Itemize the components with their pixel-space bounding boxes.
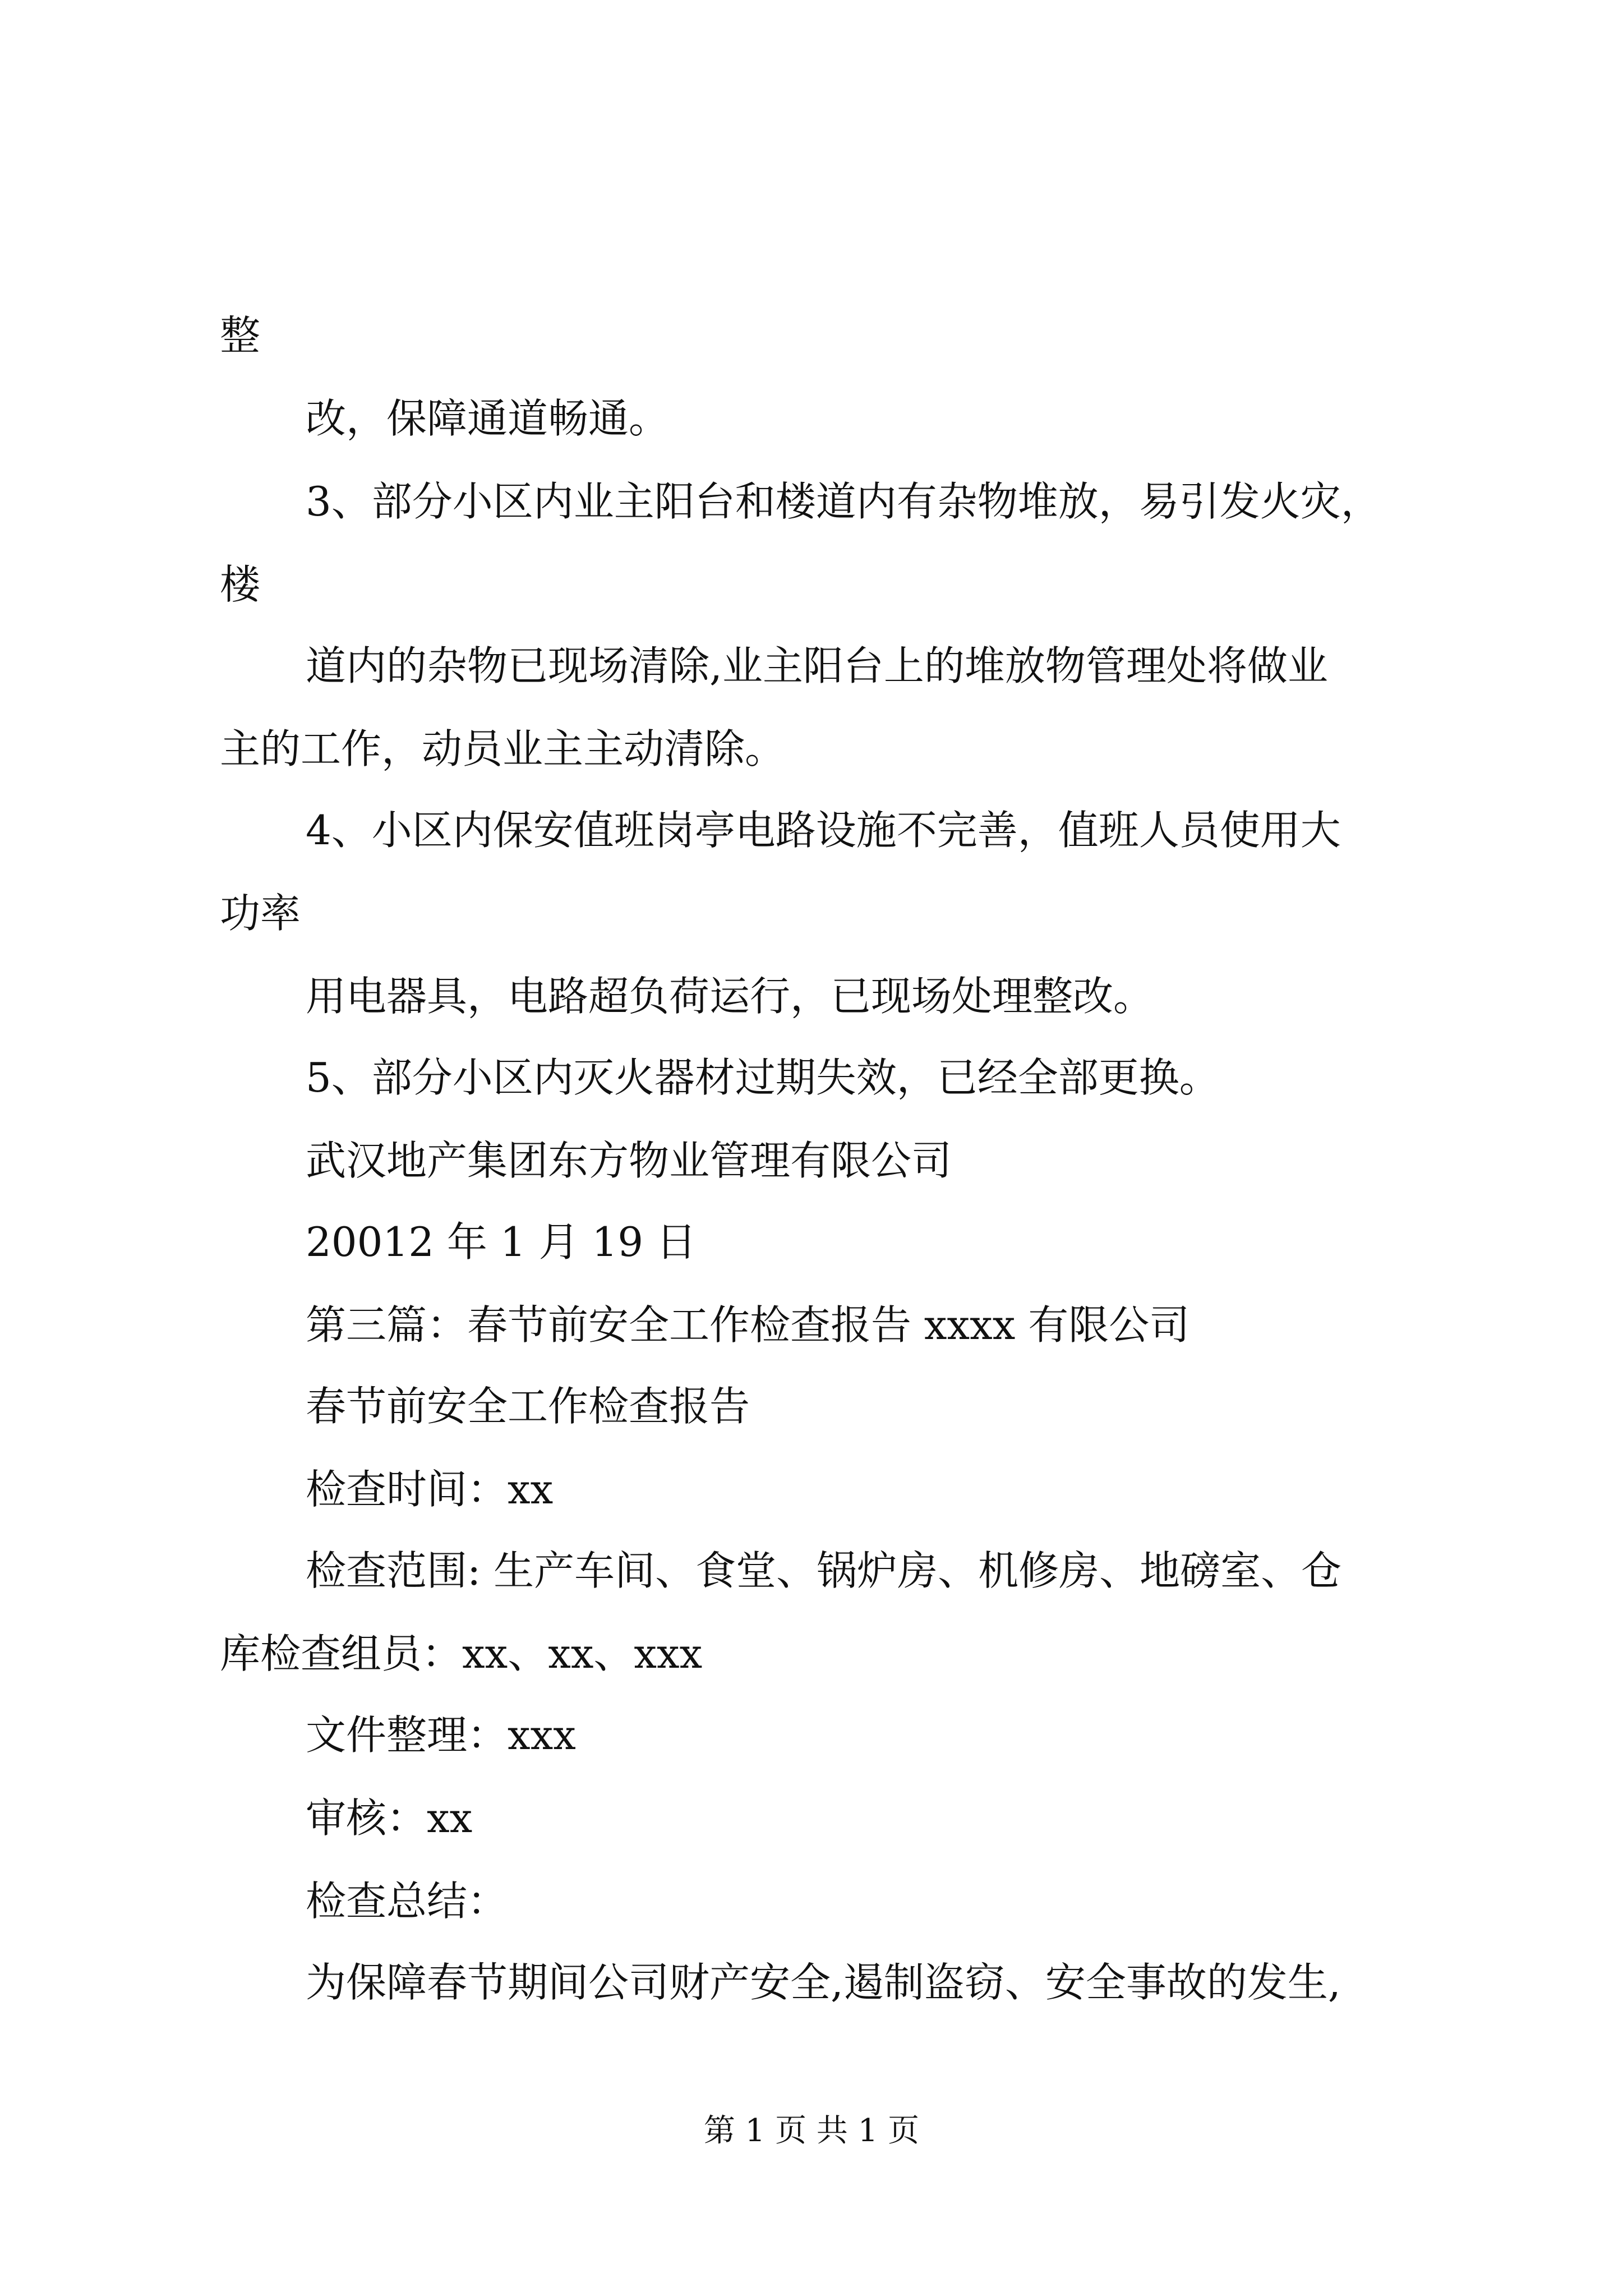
text-line: 楼 bbox=[220, 561, 261, 608]
text-line: 道内的杂物已现场清除,业主阳台上的堆放物管理处将做业 bbox=[306, 642, 1328, 689]
text-line: 审核：xx bbox=[306, 1795, 473, 1842]
text-line: 检查时间：xx bbox=[306, 1466, 554, 1513]
text-line: 第三篇：春节前安全工作检查报告 xxxx 有限公司 bbox=[306, 1301, 1190, 1349]
text-line: 武汉地产集团东方物业管理有限公司 bbox=[306, 1137, 952, 1184]
text-line: 春节前安全工作检查报告 bbox=[306, 1383, 750, 1430]
text-line: 文件整理：xxx bbox=[306, 1711, 576, 1759]
text-line: 主的工作，动员业主主动清除。 bbox=[220, 725, 786, 772]
text-line: 为保障春节期间公司财产安全,遏制盗窃、安全事故的发生, bbox=[306, 1959, 1341, 2006]
text-line: 用电器具，电路超负荷运行，已现场处理整改。 bbox=[306, 973, 1154, 1020]
text-line: 4、小区内保安值班岗亭电路设施不完善，值班人员使用大 bbox=[306, 807, 1341, 854]
text-line: 改，保障通道畅通。 bbox=[306, 395, 670, 442]
text-line: 检查总结： bbox=[306, 1878, 508, 1925]
text-line: 检查范围: 生产车间、食堂、锅炉房、机修房、地磅室、仓 bbox=[306, 1547, 1342, 1594]
text-line: 20012 年 1 月 19 日 bbox=[306, 1218, 697, 1266]
text-line: 功率 bbox=[220, 890, 301, 937]
text-line: 5、部分小区内灭火器材过期失效，已经全部更换。 bbox=[306, 1054, 1220, 1101]
text-line: 整 bbox=[220, 312, 261, 359]
text-line: 库检查组员：xx、xx、xxx bbox=[220, 1630, 703, 1677]
page-footer: 第 1 页 共 1 页 bbox=[703, 2113, 920, 2149]
text-line: 3、部分小区内业主阳台和楼道内有杂物堆放，易引发火灾， bbox=[306, 478, 1381, 525]
